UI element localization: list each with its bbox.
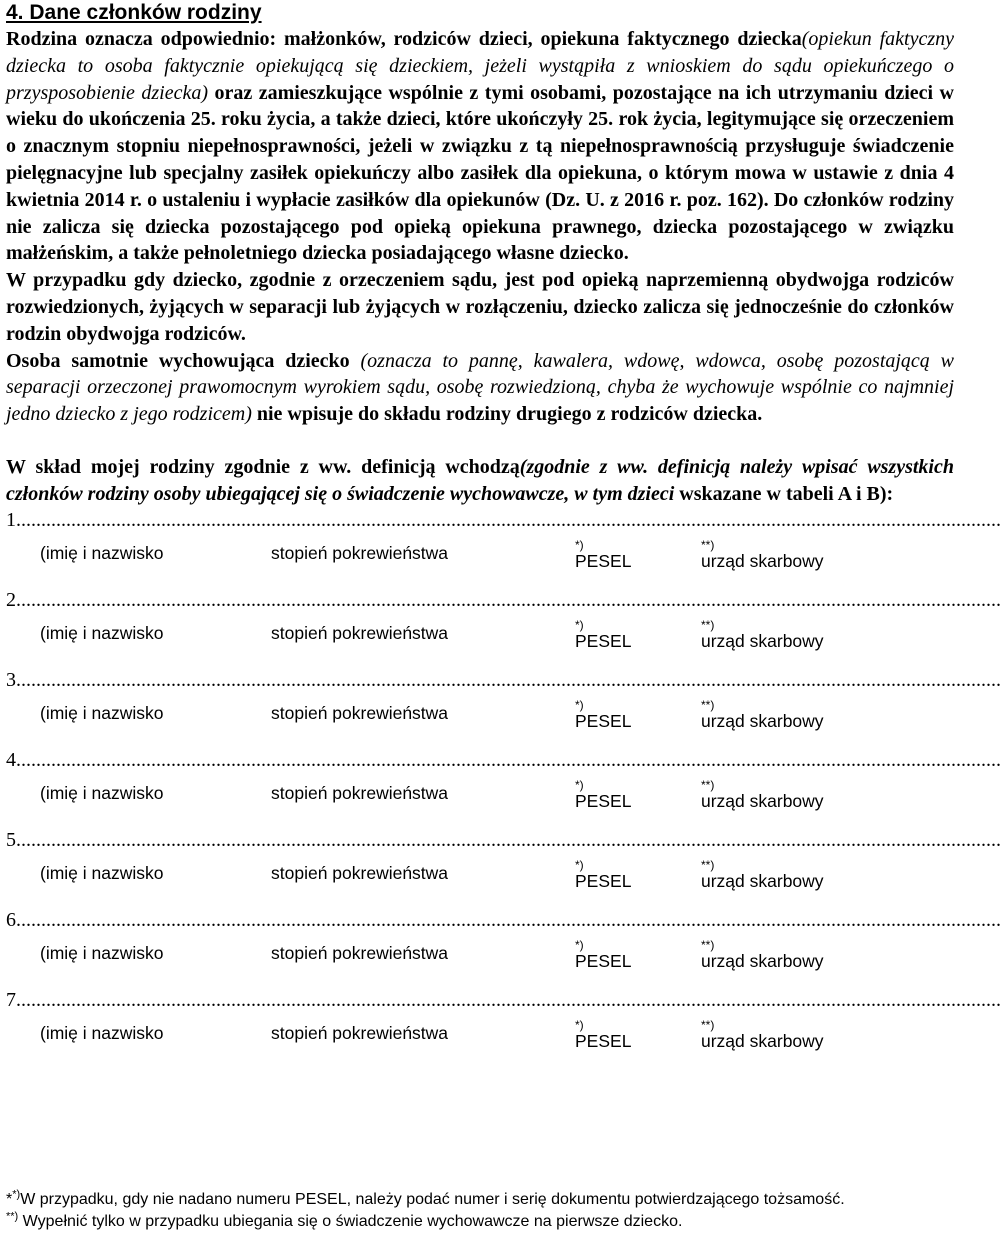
- entry-fill-line[interactable]: [6, 588, 1001, 612]
- entry-number: 5.: [6, 828, 21, 851]
- entry-dotted-line: ....................................................................................................................................................................................................: [21, 668, 1001, 691]
- family-definition-paragraph: [6, 26, 954, 267]
- footnote-tax-text: Wypełnić tylko w przypadku ubiegania się o świadczenie wychowawcze na pierwsze dziecko.: [18, 1213, 683, 1230]
- label-tax-mark: **): [701, 857, 715, 872]
- single-parent-paragraph: [6, 348, 954, 428]
- label-pesel: [575, 697, 632, 731]
- entry-dotted-line: ....................................................................................................................................................................................................: [21, 748, 1001, 771]
- definition-rest: oraz zamieszkujące wspólnie z tymi osobami, pozostające na ich utrzymaniu dzieci w wieku do ukończenia 25. roku życia, a także dzieci, które ukończyły 25. rok życia, legitymujące się orzeczeniem o znacznym stopniu niepełnosprawności, jeżeli w związku z tą niepełnosprawnością przysługuje świadczenie pielęgnacyjne lub specjalny zasiłek opiekuńczy albo zasiłek dla opiekuna, o którym mowa w ustawie z dnia 4 kwietnia 2014 r. o ustaleniu i wypłacie zasiłków dla opiekunów (Dz. U. z 2016 r. poz. 162). Do członków rodziny nie zalicza się dziecka pozostającego pod opieką opiekuna prawnego, dziecka pozostającego w związku małżeńskim, a także pełnoletniego dziecka posiadającego własne dziecko.: [6, 81, 955, 265]
- label-tax-text: urząd skarbowy: [701, 710, 824, 731]
- family-member-entry: [6, 988, 1001, 1051]
- footnote-pesel-text: W przypadku, gdy nie nadano numeru PESEL, należy podać numer i serię dokumentu potwierdzającego tożsamość.: [20, 1191, 845, 1208]
- label-pesel: [575, 537, 632, 571]
- label-relationship: stopień pokrewieństwa: [271, 942, 449, 963]
- label-tax-text: urząd skarbowy: [701, 630, 824, 651]
- guardian-explanation: (opiekun faktyczny dziecka to osoba faktycznie opiekującą się dzieckiem, jeżeli wystąpiła z wnioskiem do sądu opiekuńczego o przysposobienie dziecka): [6, 28, 954, 104]
- entry-number: 1.: [6, 508, 21, 531]
- label-relationship: stopień pokrewieństwa: [271, 782, 449, 803]
- label-pesel-text: PESEL: [575, 950, 632, 971]
- entry-number: 2.: [6, 588, 21, 611]
- entry-number: 3.: [6, 668, 21, 691]
- footnote-pesel-mark: *): [12, 1188, 21, 1201]
- label-pesel-text: PESEL: [575, 710, 632, 731]
- entry-dotted-line: ....................................................................................................................................................................................................: [21, 908, 1001, 931]
- entry-dotted-line: ....................................................................................................................................................................................................: [21, 988, 1001, 1011]
- label-tax-office: [701, 937, 824, 971]
- label-pesel-mark: *): [575, 697, 584, 712]
- entry-field-labels: [6, 772, 954, 811]
- label-tax-mark: **): [701, 697, 715, 712]
- single-parent-term: Osoba samotnie wychowująca dziecko: [6, 349, 350, 372]
- label-tax-mark: **): [701, 1017, 715, 1032]
- label-relationship: stopień pokrewieństwa: [271, 1022, 449, 1043]
- label-pesel-text: PESEL: [575, 630, 632, 651]
- label-tax-text: urząd skarbowy: [701, 1030, 824, 1051]
- family-member-entry: [6, 748, 1001, 828]
- label-pesel-mark: *): [575, 937, 584, 952]
- label-tax-text: urząd skarbowy: [701, 790, 824, 811]
- entry-fill-line[interactable]: [6, 908, 1001, 932]
- label-relationship: stopień pokrewieństwa: [271, 622, 449, 643]
- family-member-entry: [6, 828, 1001, 908]
- family-members-list: [6, 508, 1001, 1051]
- label-pesel-text: PESEL: [575, 1030, 632, 1051]
- entry-fill-line[interactable]: [6, 828, 1001, 852]
- label-tax-text: urząd skarbowy: [701, 950, 824, 971]
- label-pesel-text: PESEL: [575, 550, 632, 571]
- label-tax-office: [701, 857, 824, 891]
- label-full-name: (imię i nazwisko: [40, 1022, 164, 1043]
- family-composition-intro: [6, 454, 954, 508]
- family-member-entry: [6, 588, 1001, 668]
- label-tax-office: [701, 1017, 824, 1051]
- entry-number: 6.: [6, 908, 21, 931]
- composition-lead: W skład mojej rodziny zgodnie z ww. definicją wchodzą: [6, 455, 520, 478]
- section-heading: 4. Dane członków rodziny: [6, 1, 262, 24]
- entry-field-labels: [6, 532, 954, 571]
- entry-fill-line[interactable]: [6, 668, 1001, 692]
- label-pesel-text: PESEL: [575, 790, 632, 811]
- label-pesel: [575, 777, 632, 811]
- label-pesel: [575, 857, 632, 891]
- footnote-pesel-prefix: *: [6, 1191, 13, 1208]
- entry-field-labels: [6, 932, 954, 971]
- entry-number: 4.: [6, 748, 21, 771]
- label-pesel-mark: *): [575, 777, 584, 792]
- label-pesel: [575, 1017, 632, 1051]
- label-tax-office: [701, 697, 824, 731]
- label-pesel-mark: *): [575, 857, 584, 872]
- label-pesel: [575, 617, 632, 651]
- entry-field-labels: [6, 852, 954, 891]
- label-tax-office: [701, 777, 824, 811]
- label-pesel-mark: *): [575, 537, 584, 552]
- composition-tail: wskazane w tabeli A i B):: [674, 482, 894, 505]
- label-pesel-mark: *): [575, 1017, 584, 1032]
- label-pesel-mark: *): [575, 617, 584, 632]
- label-tax-office: [701, 537, 824, 571]
- entry-field-labels: [6, 612, 954, 651]
- entry-dotted-line: ....................................................................................................................................................................................................: [21, 828, 1001, 851]
- label-tax-office: [701, 617, 824, 651]
- label-tax-mark: **): [701, 937, 715, 952]
- label-relationship: stopień pokrewieństwa: [271, 542, 449, 563]
- entry-number: 7.: [6, 988, 21, 1011]
- family-member-entry: [6, 508, 1001, 588]
- single-parent-rule: nie wpisuje do składu rodziny drugiego z rodziców dziecka.: [251, 403, 763, 426]
- definition-lead: Rodzina oznacza odpowiednio: małżonków, rodziców dzieci, opiekuna faktycznego dziecka: [6, 28, 802, 50]
- label-pesel: [575, 937, 632, 971]
- entry-fill-line[interactable]: [6, 988, 1001, 1012]
- family-member-entry: [6, 668, 1001, 748]
- family-member-entry: [6, 908, 1001, 988]
- label-pesel-text: PESEL: [575, 870, 632, 891]
- entry-field-labels: [6, 692, 954, 731]
- footnote-tax-mark: **): [6, 1210, 19, 1223]
- entry-fill-line[interactable]: [6, 748, 1001, 772]
- alternating-custody-paragraph: W przypadku gdy dziecko, zgodnie z orzeczeniem sądu, jest pod opieką naprzemienną obydwojga rodziców rozwiedzionych, żyjących w separacji lub żyjących w rozłączeniu, dziecko zalicza się jednocześnie do członków rodzin obydwojga rodziców.: [6, 269, 954, 345]
- single-parent-explanation: (oznacza to pannę, kawalera, wdowę, wdowca, osobę pozostającą w separacji orzeczonej prawomocnym wyrokiem sądu, osobę rozwiedzioną, chyba że wychowuje wspólnie co najmniej jedno dziecko z jego rodzicem): [6, 349, 954, 426]
- label-full-name: (imię i nazwisko: [40, 782, 164, 803]
- footnote-tax-office: [6, 1212, 682, 1232]
- label-full-name: (imię i nazwisko: [40, 942, 164, 963]
- label-relationship: stopień pokrewieństwa: [271, 702, 449, 723]
- label-tax-mark: **): [701, 617, 715, 632]
- label-tax-text: urząd skarbowy: [701, 550, 824, 571]
- entry-field-labels: [6, 1012, 954, 1051]
- entry-dotted-line: ....................................................................................................................................................................................................: [21, 508, 1001, 531]
- entry-fill-line[interactable]: [6, 508, 1001, 532]
- label-tax-mark: **): [701, 537, 715, 552]
- label-tax-text: urząd skarbowy: [701, 870, 824, 891]
- label-full-name: (imię i nazwisko: [40, 702, 164, 723]
- entry-dotted-line: ....................................................................................................................................................................................................: [21, 588, 1001, 611]
- label-full-name: (imię i nazwisko: [40, 862, 164, 883]
- footnote-pesel: [6, 1190, 845, 1210]
- label-full-name: (imię i nazwisko: [40, 622, 164, 643]
- label-tax-mark: **): [701, 777, 715, 792]
- label-full-name: (imię i nazwisko: [40, 542, 164, 563]
- composition-instruction: (zgodnie z ww. definicją należy wpisać wszystkich członków rodziny osoby ubiegającej się o świadczenie wychowawcze, w tym dzieci: [6, 455, 954, 505]
- label-relationship: stopień pokrewieństwa: [271, 862, 449, 883]
